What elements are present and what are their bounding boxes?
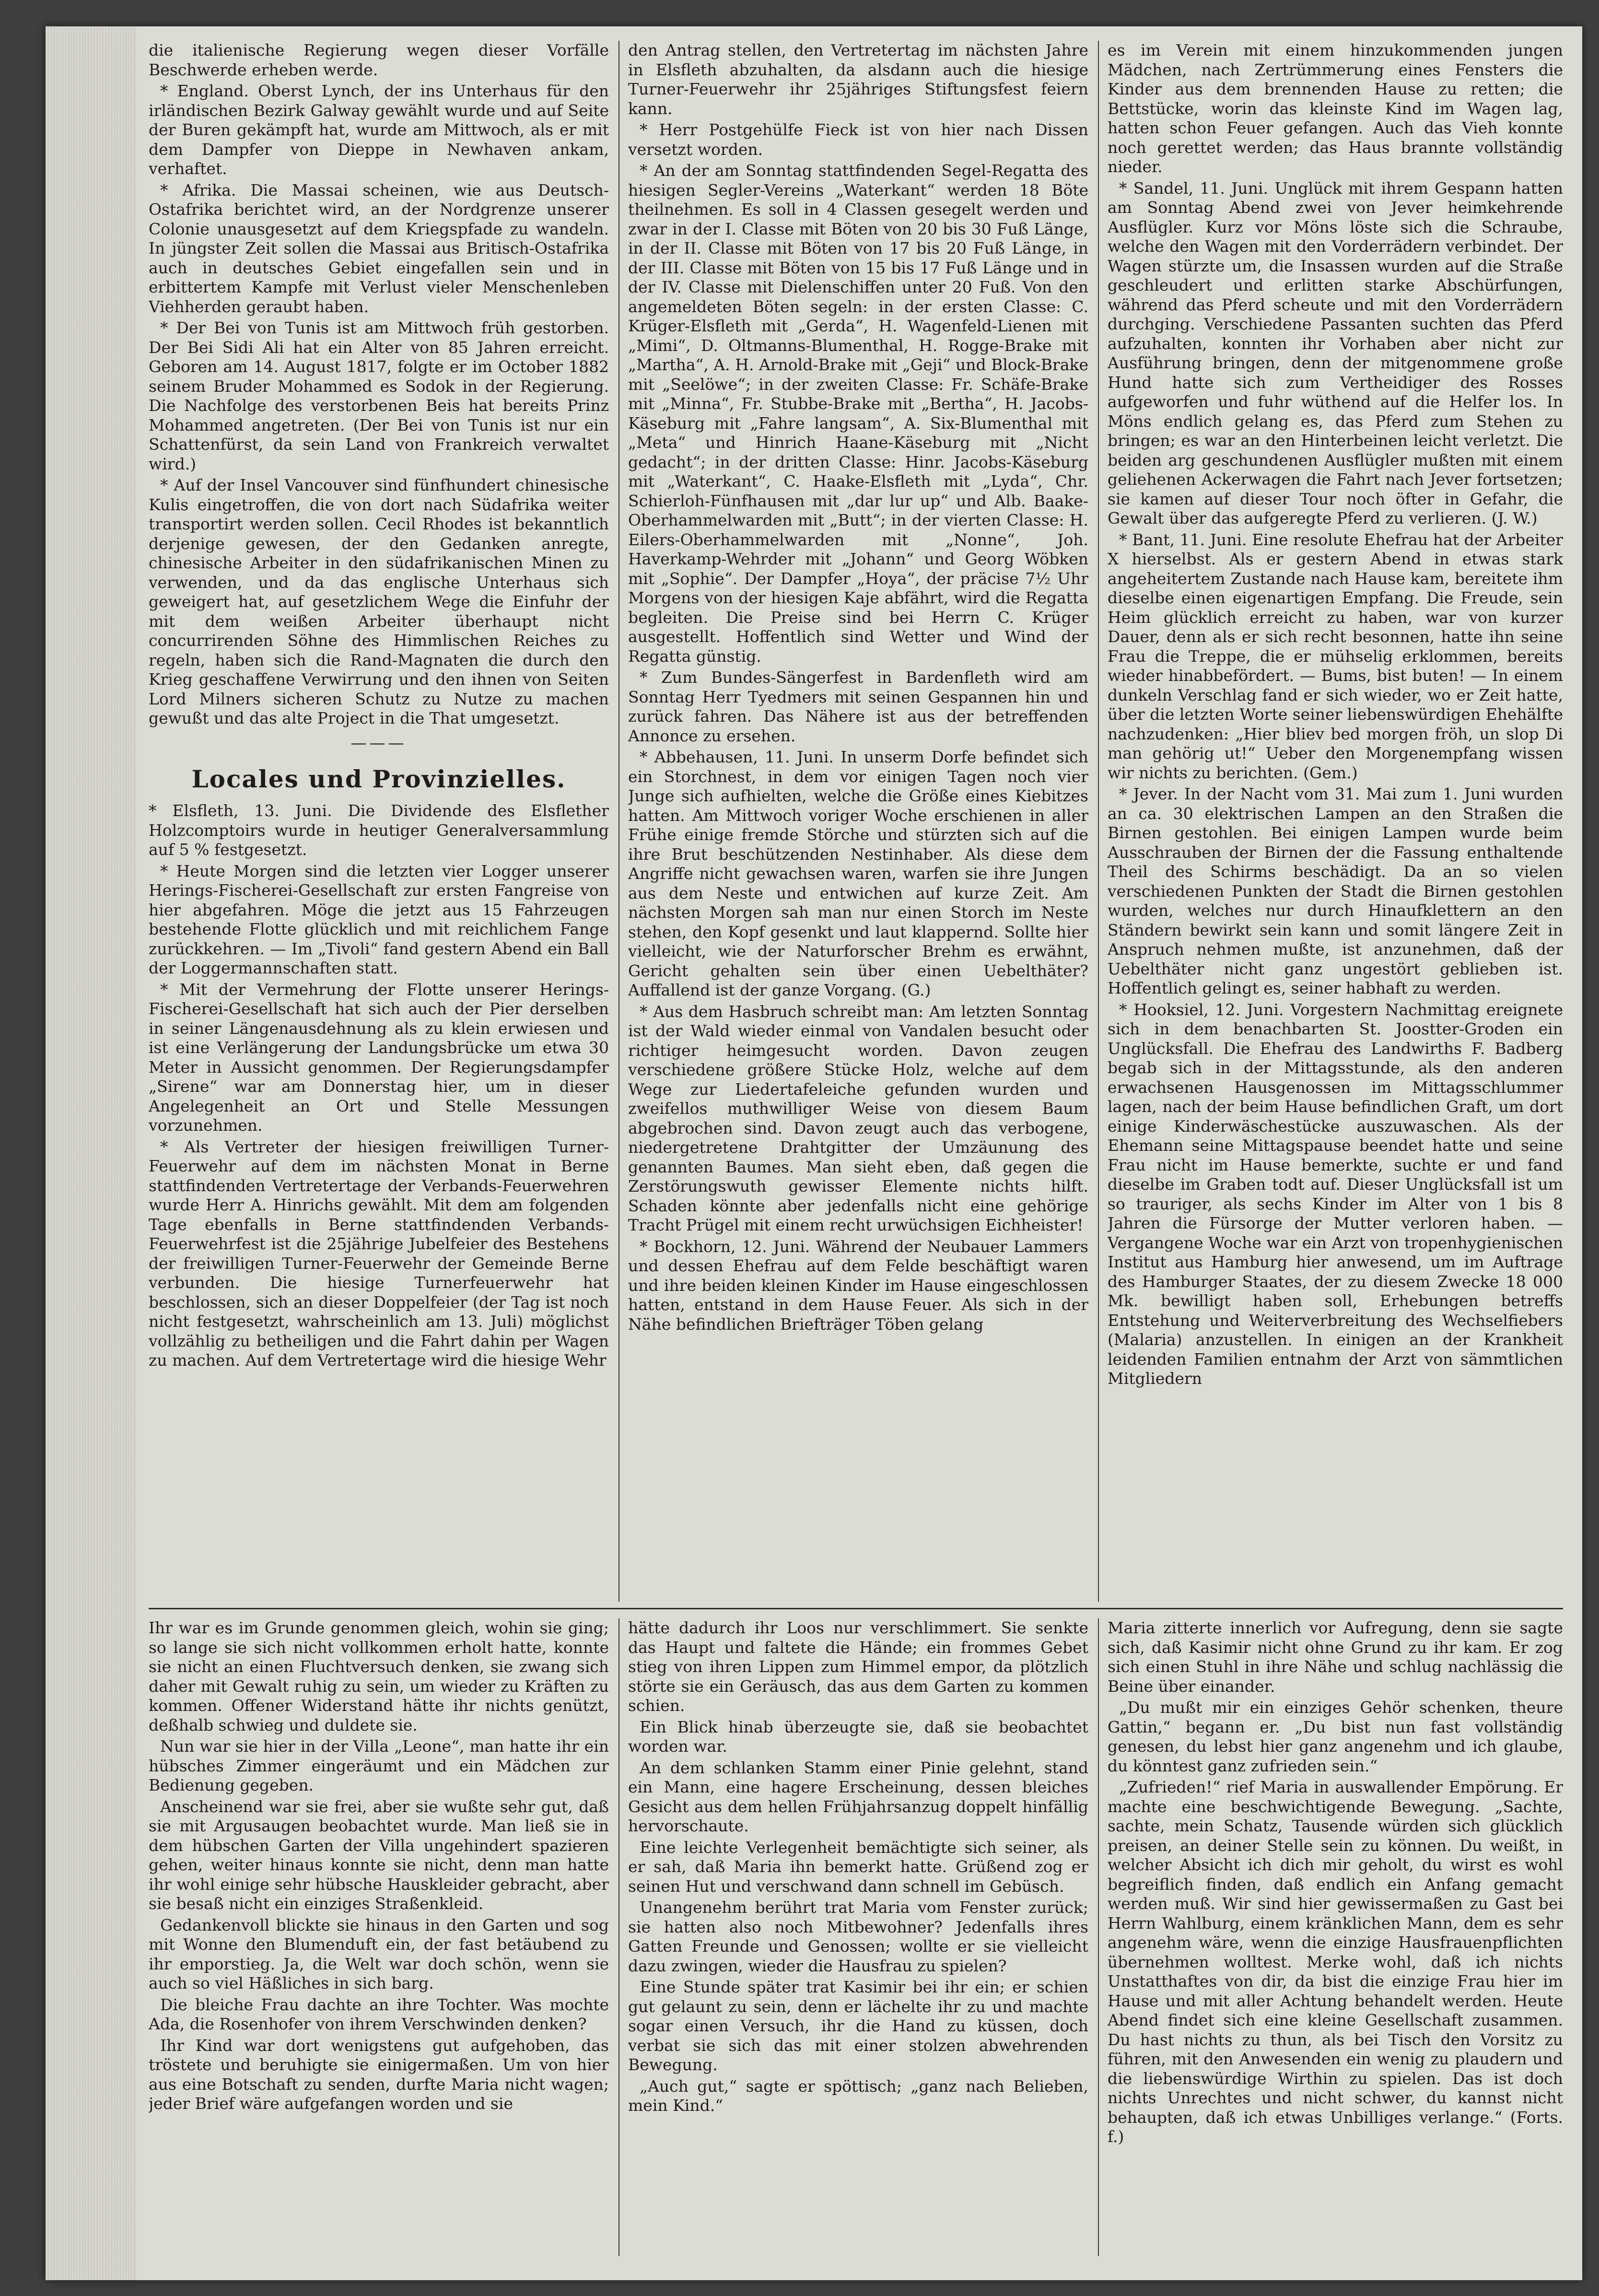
column-1 [149,41,609,1602]
article-paragraph: die italienische Regierung wegen dieser Vorfälle Beschwerde erheben werde. [149,41,609,79]
article-paragraph: „Zufrieden!“ rief Maria in auswallender Empörung. Er machte eine beschwichtigende Bewegung. „Sachte, sachte, mein Schatz, Tausende würden sich glücklich preisen, an deiner Stelle sein zu können. Du weißt, in welcher Absicht ich dich mir geholt, du wirst es wohl begreiflich finden, daß endlich ein Anfang gemacht werden muß. Wir sind hier gewissermaßen zu Gast bei Herrn Wahlburg, einem kränklichen Mann, dem es sehr angenehm wäre, wenn die einzige Hausfrauenpflichten übernehmen wolltest. Merke wohl, daß ich nichts Unstatthaftes von dir, da bist die einzige Frau hier im Hause und mit aller Achtung behandelt werden. Heute Abend findet sich eine kleine Gesellschaft zusammen. Du hast nichts zu thun, als bei Tisch den Vorsitz zu führen, mit den Anwesenden ein wenig zu plaudern und die liebenswürdige Wirthin zu spielen. Das ist doch nichts Unrechtes und nicht schwer, du kannst nicht behaupten, daß ich etwas Unbilliges verlange.“ (Forts. f.) [1108,1778,1563,2146]
article-paragraph: Anscheinend war sie frei, aber sie wußte sehr gut, daß sie mit Argusaugen beobachtet wurde. Man ließ sie in dem hübschen Garten der Villa ungehindert spazieren gehen, weiter hinaus konnte sie nicht, denn man hatte ihr wohl einige sehr hübsche Hauskleider gebracht, aber sie besaß nicht ein einziges Straßenkleid. [149,1797,609,1913]
page-content [149,41,1563,2266]
article-paragraph: es im Verein mit einem hinzukommenden jungen Mädchen, nach Zertrümmerung eines Fensters die Kinder aus dem brennenden Hause zu retten; die Bettstücke, worin das kleinste Kind im Wagen lag, hatten schon Feuer gefangen. Auch das Vieh konnte noch gerettet werden; das Haus brannte vollständig nieder. [1108,41,1563,176]
feuilleton-column-1-paragraphs [149,1618,609,2114]
article-paragraph: Nun war sie hier in der Villa „Leone“, man hatte ihr ein hübsches Zimmer eingeräumt und ein Mädchen zur Bedienung gegeben. [149,1737,609,1794]
article-paragraph: * Abbehausen, 11. Juni. In unserm Dorfe befindet sich ein Storchnest, in dem vor einigen Tagen noch vier Junge sich aufhielten, welche die Größe eines Kiebitzes hatten. Am Mittwoch voriger Woche erschienen in aller Frühe einige fremde Störche und stürzten sich auf die ihre Brut beschützenden Nestinhaber. Als diese dem Angriffe nicht gewachsen waren, warfen sie ihre Jungen aus dem Neste und entwichen auf kurze Zeit. Am nächsten Morgen sah man nur einen Storch im Neste stehen, den Kopf gesenkt und laut klappernd. Sollte hier vielleicht, wie der Naturforscher Brehm es erwähnt, Gericht gehalten sein über einen Uebelthäter? Auffallend ist der ganze Vorgang. (G.) [628,748,1088,999]
article-paragraph: * England. Oberst Lynch, der ins Unterhaus für den irländischen Bezirk Galway gewählt wurde und auf Seite der Buren gekämpft hat, wurde am Mittwoch, als er mit dem Dampfer von Dieppe in Newhaven ankam, verhaftet. [149,82,609,178]
column-divider [1098,41,1099,1602]
article-paragraph: „Du mußt mir ein einziges Gehör schenken, theure Gattin,“ begann er. „Du bist nun fast vollständig genesen, du lebst hier ganz angenehm und ich glaube, du könntest ganz zufrieden sein.“ [1108,1698,1563,1775]
article-paragraph: Ein Blick hinab überzeugte sie, daß sie beobachtet worden war. [628,1717,1088,1756]
column-2-paragraphs [628,41,1088,1334]
feuilleton-divider [149,1608,1563,1609]
newspaper-page [46,26,1582,2280]
article-paragraph: An dem schlanken Stamm einer Pinie gelehnt, stand ein Mann, eine hagere Erscheinung, dessen bleiches Gesicht aus dem hellen Frühjahrsanzug doppelt hinfällig hervorschaute. [628,1758,1088,1835]
section-heading: Locales und Provinzielles. [191,765,566,793]
article-paragraph: * Als Vertreter der hiesigen freiwilligen Turner-Feuerwehr auf dem im nächsten Monat in Berne stattfindenden Vertretertage der Verbands-Feuerwehren wurde Herr A. Hinrichs gewählt. Mit dem am folgenden Tage ebenfalls in Berne stattfindenden Verbands-Feuerwehrfest ist die 25jährige Jubelfeier des Bestehens der freiwilligen Turner-Feuerwehr der Gemeinde Berne verbunden. Die hiesige Turnerfeuerwehr hat beschlossen, sich an dieser Doppelfeier (der Tag ist noch nicht festgesetzt, wahrscheinlich am 13. Juli) möglichst vollzählig zu betheiligen und die Fahrt dahin per Wagen zu machen. Auf dem Vertretertage wird die hiesige Wehr [149,1137,609,1370]
feuilleton-column-3-paragraphs [1108,1618,1563,2147]
article-paragraph: * Afrika. Die Massai scheinen, wie aus Deutsch-Ostafrika berichtet wird, an der Nordgrenze unserer Colonie unausgesetzt auf dem Kriegspfade zu wandeln. In jüngster Zeit sollen die Massai aus Britisch-Ostafrika auch in deutsches Gebiet eingefallen sein und in erbittertem Kampfe mit Verlust vieler Menschenleben Viehherden geraubt haben. [149,180,609,316]
column-1-local-news [149,801,609,1371]
article-paragraph: * Elsfleth, 13. Juni. Die Dividende des Elsflether Holzcomptoirs wurde in heutiger Generalversammlung auf 5 % festgesetzt. [149,801,609,859]
column-divider [1098,1618,1099,2256]
article-paragraph: * Heute Morgen sind die letzten vier Logger unserer Herings-Fischerei-Gesellschaft zur ersten Fangreise von hier abgefahren. Möge die jetzt aus 15 Fahrzeugen bestehende Flotte glücklich und mit reichlichem Fange zurückkehren. — Im „Tivoli“ fand gestern Abend ein Ball der Loggermannschaften statt. [149,861,609,977]
article-paragraph: Unangenehm berührt trat Maria vom Fenster zurück; sie hatten also noch Mitbewohner? Jedenfalls ihres Gatten Freunde und Genossen; wollte er sie vielleicht dazu zwingen, wieder die Hausfrau zu spielen? [628,1898,1088,1975]
article-paragraph: * Zum Bundes-Sängerfest in Bardenfleth wird am Sonntag Herr Tyedmers mit seinen Gespannen hin und zurück fahren. Das Nähere ist aus der betreffenden Annonce zu ersehen. [628,668,1088,745]
article-paragraph: den Antrag stellen, den Vertretertag im nächsten Jahre in Elsfleth abzuhalten, da alsdann auch die hiesige Turner-Feuerwehr ihr 25jähriges Stiftungsfest feiern kann. [628,41,1088,118]
column-1-paragraphs [149,41,609,728]
article-paragraph: Maria zitterte innerlich vor Aufregung, denn sie sagte sich, daß Kasimir nicht ohne Grund zu ihr kam. Er zog sich einen Stuhl in ihre Nähe und schlug nachlässig die Beine über einander. [1108,1618,1563,1696]
article-paragraph: * Jever. In der Nacht vom 31. Mai zum 1. Juni wurden an ca. 30 elektrischen Lampen an den Straßen die Birnen gestohlen. Bei einigen Lampen wurde beim Ausschrauben der Birnen der die Fassung enthaltende Theil des Schirms beschädigt. Da an so vielen verschiedenen Punkten der Stadt die Birnen gestohlen wurden, welches nur durch Hinaufklettern an den Ständern bewirkt sein kann und somit längere Zeit in Anspruch nehmen mußte, ist anzunehmen, daß der Uebelthäter nicht ganz ungestört geblieben ist. Hoffentlich gelingt es, seiner habhaft zu werden. [1108,785,1563,997]
article-paragraph: Die bleiche Frau dachte an ihre Tochter. Was mochte Ada, die Rosenhofer von ihrem Verschwinden denken? [149,1995,609,2033]
article-paragraph: Eine Stunde später trat Kasimir bei ihr ein; er schien gut gelaunt zu sein, denn er lächelte ihr zu und machte sogar einen Versuch, ihr die Hand zu küssen, doch verbat sie sich das mit einer stolzen abwehrenden Bewegung. [628,1978,1088,2074]
article-paragraph: „Auch gut,“ sagte er spöttisch; „ganz nach Belieben, mein Kind.“ [628,2076,1088,2115]
article-paragraph: Ihr Kind war dort wenigstens gut aufgehoben, das tröstete und beruhigte sie einigermaßen. Um von hier aus eine Botschaft zu senden, durfte Maria nicht wagen; jeder Brief wäre aufgefangen worden und sie [149,2036,609,2113]
article-paragraph: * Sandel, 11. Juni. Unglück mit ihrem Gespann hatten am Sonntag Abend zwei von Jever heimkehrende Ausflügler. Kurz vor Möns löste sich die Schraube, welche den Wagen mit den Vorderrädern verbindet. Der Wagen stürzte um, die Insassen wurden auf die Straße geschleudert und erlitten starke Abschürfungen, während das Pferd scheute und mit den Vorderrädern durchging. Verschiedene Passanten suchten das Pferd aufzuhalten, konnten ihr Vorhaben aber nicht zur Ausführung bringen, denn der mitgenommene große Hund hatte sich zum Vertheidiger des Rosses aufgeworfen und fuhr wüthend auf die Helfer los. In Möns endlich gelang es, das Pferd zum Stehen zu bringen; es war an den Hinterbeinen leicht verletzt. Die beiden arg geschundenen Ausflügler mußten mit einem geliehenen Ackerwagen die Fahrt nach Jever fortsetzen; sie kamen auf dieser Tour noch öfter in Gefahr, die Gewalt über das aufgeregte Pferd zu verlieren. (J. W.) [1108,178,1563,527]
column-2 [628,41,1088,1602]
feuilleton-column-3 [1108,1618,1563,2256]
page-stack-edge [46,26,137,2280]
feuilleton-column-2-paragraphs [628,1618,1088,2116]
article-paragraph: Ihr war es im Grunde genommen gleich, wohin sie ging; so lange sie sich nicht vollkommen erholt hatte, konnte sie nicht an einen Fluchtversuch denken, sie zwang sich daher mit Gewalt ruhig zu sein, um wieder zu Kräften zu kommen. Offener Widerstand hätte ihr nichts genützt, deßhalb schwieg und duldete sie. [149,1618,609,1734]
article-paragraph: * Bant, 11. Juni. Eine resolute Ehefrau hat der Arbeiter X hierselbst. Als er gestern Abend in etwas stark angeheitertem Zustande nach Hause kam, bereitete ihm dieselbe einen eigenartigen Empfang. Die Freude, sein Heim glücklich erreicht zu haben, war von kurzer Dauer, denn als er sich recht besonnen, hatte ihn seine Frau die Treppe, die er mühselig erklommen, bereits wieder hinabbefördert. — Bums, bist buten! — In einem dunkeln Verschlag fand er sich wieder, wo er Zeit hatte, über die letzten Worte seiner liebenswürdigen Ehehälfte nachzudenken: „Hier bliev bed morgen fröh, un slop Di man gehörig ut!“ Ueber den Morgenempfang wissen wir nichts zu berichten. (Gem.) [1108,530,1563,782]
article-paragraph: * Hooksiel, 12. Juni. Vorgestern Nachmittag ereignete sich in dem benachbarten St. Joostter-Groden ein Unglücksfall. Die Ehefrau des Landwirths F. Badberg begab sich in der Mittagsstunde, als den anderen erwachsenen Hausgenossen im Mittagsschlummer lagen, nach der beim Hause befindlichen Graft, um dort einige Kinderwäschestücke auszuwaschen. Als der Ehemann seine Mittagspause beendet hatte und seine Frau nicht im Hause bemerkte, suchte er und fand dieselbe im Graben todt auf. Dieser Unglücksfall ist um so trauriger, als sechs Kinder im Alter von 1 bis 8 Jahren die Fürsorge der Mutter verloren haben. — Vergangene Woche war ein Arzt von tropenhygienischen Institut aus Hamburg hier anwesend, um im Auftrage des Hamburger Staates, der zu diesem Zwecke 18 000 Mk. bewilligt haben soll, Erhebungen betreffs Entstehung und Weiterverbreitung des Wechselfiebers (Malaria) anzustellen. In einigen an der Krankheit leidenden Familien entnahm der Arzt von sämmtlichen Mitgliedern [1108,1000,1563,1388]
article-paragraph: Eine leichte Verlegenheit bemächtigte sich seiner, als er sah, daß Maria ihn bemerkt hatte. Grüßend zog er seinen Hut und verschwand dann schnell im Gebüsch. [628,1838,1088,1896]
column-3-paragraphs [1108,41,1563,1389]
article-paragraph: * Mit der Vermehrung der Flotte unserer Herings-Fischerei-Gesellschaft hat sich auch der Pier derselben in seiner Längenausdehnung als zu klein erwiesen und ist eine Verlängerung der Landungsbrücke um etwa 30 Meter in Aussicht genommen. Der Regierungsdampfer „Sirene“ war am Donnerstag hier, um in dieser Angelegenheit an Ort und Stelle Messungen vorzunehmen. [149,980,609,1135]
feuilleton-column-2 [628,1618,1088,2256]
article-paragraph: * An der am Sonntag stattfindenden Segel-Regatta des hiesigen Segler-Vereins „Waterkant“ werden 18 Böte theilnehmen. Es soll in 4 Classen gesegelt werden und zwar in der I. Classe mit Böten von 20 bis 30 Fuß Länge, in der II. Classe mit Böten von 17 bis 20 Fuß Länge, in der III. Classe mit Böten von 15 bis 17 Fuß Länge und in der IV. Classe mit Dielenschiffen unter 20 Fuß. Von den angemeldeten Böten segeln: in der ersten Classe: C. Krüger-Elsfleth mit „Gerda“, H. Wagenfeld-Lienen mit „Mimi“, D. Oltmanns-Blumenthal, H. Rogge-Brake mit „Martha“, A. H. Arnold-Brake mit „Geji“ und Block-Brake mit „Seelöwe“; in der zweiten Classe: Fr. Schäfe-Brake mit „Minna“, Fr. Stubbe-Brake mit „Bertha“, H. Jacobs-Käseburg mit „Fahre langsam“, A. Six-Blumenthal mit „Meta“ und Hinrich Haane-Käseburg mit „Nicht gedacht“; in der dritten Classe: Hinr. Jacobs-Käseburg mit „Waterkant“, C. Haake-Elsfleth mit „Lyda“, Chr. Schierloh-Fünfhausen mit „dar lur up“ und Alb. Baake-Oberhammelwarden mit „Butt“; in der vierten Classe: H. Eilers-Oberhammelwarden mit „Nonne“, Joh. Haverkamp-Wehrder mit „Johann“ und Georg Wöbken mit „Sophie“. Der Dampfer „Hoya“, der präcise 7½ Uhr Morgens von der hiesigen Kaje abfährt, wird die Regatta begleiten. Die Preise sind bei Herrn C. Krüger ausgestellt. Hoffentlich sind Wetter und Wind der Regatta günstig. [628,161,1088,666]
article-paragraph: * Aus dem Hasbruch schreibt man: Am letzten Sonntag ist der Wald wieder einmal von Vandalen besucht oder richtiger heimgesucht worden. Davon zeugen verschiedene größere Stücke Holz, welche auf dem Wege zur Liedertafeleiche gefunden wurden und zweifellos muthwilliger Weise von diesem Baum abgebrochen sind. Davon zeugt auch das verbogene, niedergetretene Drahtgitter der Umzäunung des genannten Baumes. Man sieht eben, daß gegen die Zerstörungswuth gewisser Elemente nichts hilft. Schaden könnte aber jedenfalls nicht eine gehörige Tracht Prügel mit einem recht urwüchsigen Eichheister! [628,1002,1088,1234]
article-paragraph: * Auf der Insel Vancouver sind fünfhundert chinesische Kulis eingetroffen, die von dort nach Südafrika weiter transportirt werden sollen. Cecil Rhodes ist bekanntlich derjenige gewesen, der den Gedanken anregte, chinesische Arbeiter in den südafrikanischen Minen zu verwenden, und da das englische Unterhaus sich geweigert hat, auf gesetzlichem Wege die Einfuhr der mit dem weißen Arbeiter überhaupt nicht concurrirenden Söhne des Himmlischen Reiches zu regeln, haben sich die Rand-Magnaten die durch den Krieg geschaffene Verwirrung und den ihnen von Seiten Lord Milners sicheren Schutz zu Nutze zu machen gewußt und das alte Project in die That umgesetzt. [149,476,609,727]
section-divider: ——— [350,733,407,752]
column-3 [1108,41,1563,1602]
article-paragraph: Gedankenvoll blickte sie hinaus in den Garten und sog mit Wonne den Blumenduft ein, der fast betäubend zu ihr emporstieg. Ja, die Welt war doch schön, wenn sie auch so viel Häßliches in sich barg. [149,1915,609,1992]
article-paragraph: * Der Bei von Tunis ist am Mittwoch früh gestorben. Der Bei Sidi Ali hat ein Alter von 85 Jahren erreicht. Geboren am 14. August 1817, folgte er im October 1882 seinem Bruder Mohammed es Sodok in der Regierung. Die Nachfolge des verstorbenen Beis hat bereits Prinz Mohammed angetreten. (Der Bei von Tunis ist nur ein Schattenfürst, da sein Land von Frankreich verwaltet wird.) [149,318,609,473]
article-paragraph: * Herr Postgehülfe Fieck ist von hier nach Dissen versetzt worden. [628,120,1088,159]
article-paragraph: hätte dadurch ihr Loos nur verschlimmert. Sie senkte das Haupt und faltete die Hände; ein frommes Gebet stieg von ihren Lippen zum Himmel empor, da plötzlich störte sie ein Geräusch, das aus dem Garten zu kommen schien. [628,1618,1088,1715]
feuilleton-column-1 [149,1618,609,2256]
article-paragraph: * Bockhorn, 12. Juni. Während der Neubauer Lammers und dessen Ehefrau auf dem Felde beschäftigt waren und ihre beiden kleinen Kinder im Hause eingeschlossen hatten, entstand in dem Hause Feuer. Als sich in der Nähe befindlichen Briefträger Töben gelang [628,1237,1088,1334]
